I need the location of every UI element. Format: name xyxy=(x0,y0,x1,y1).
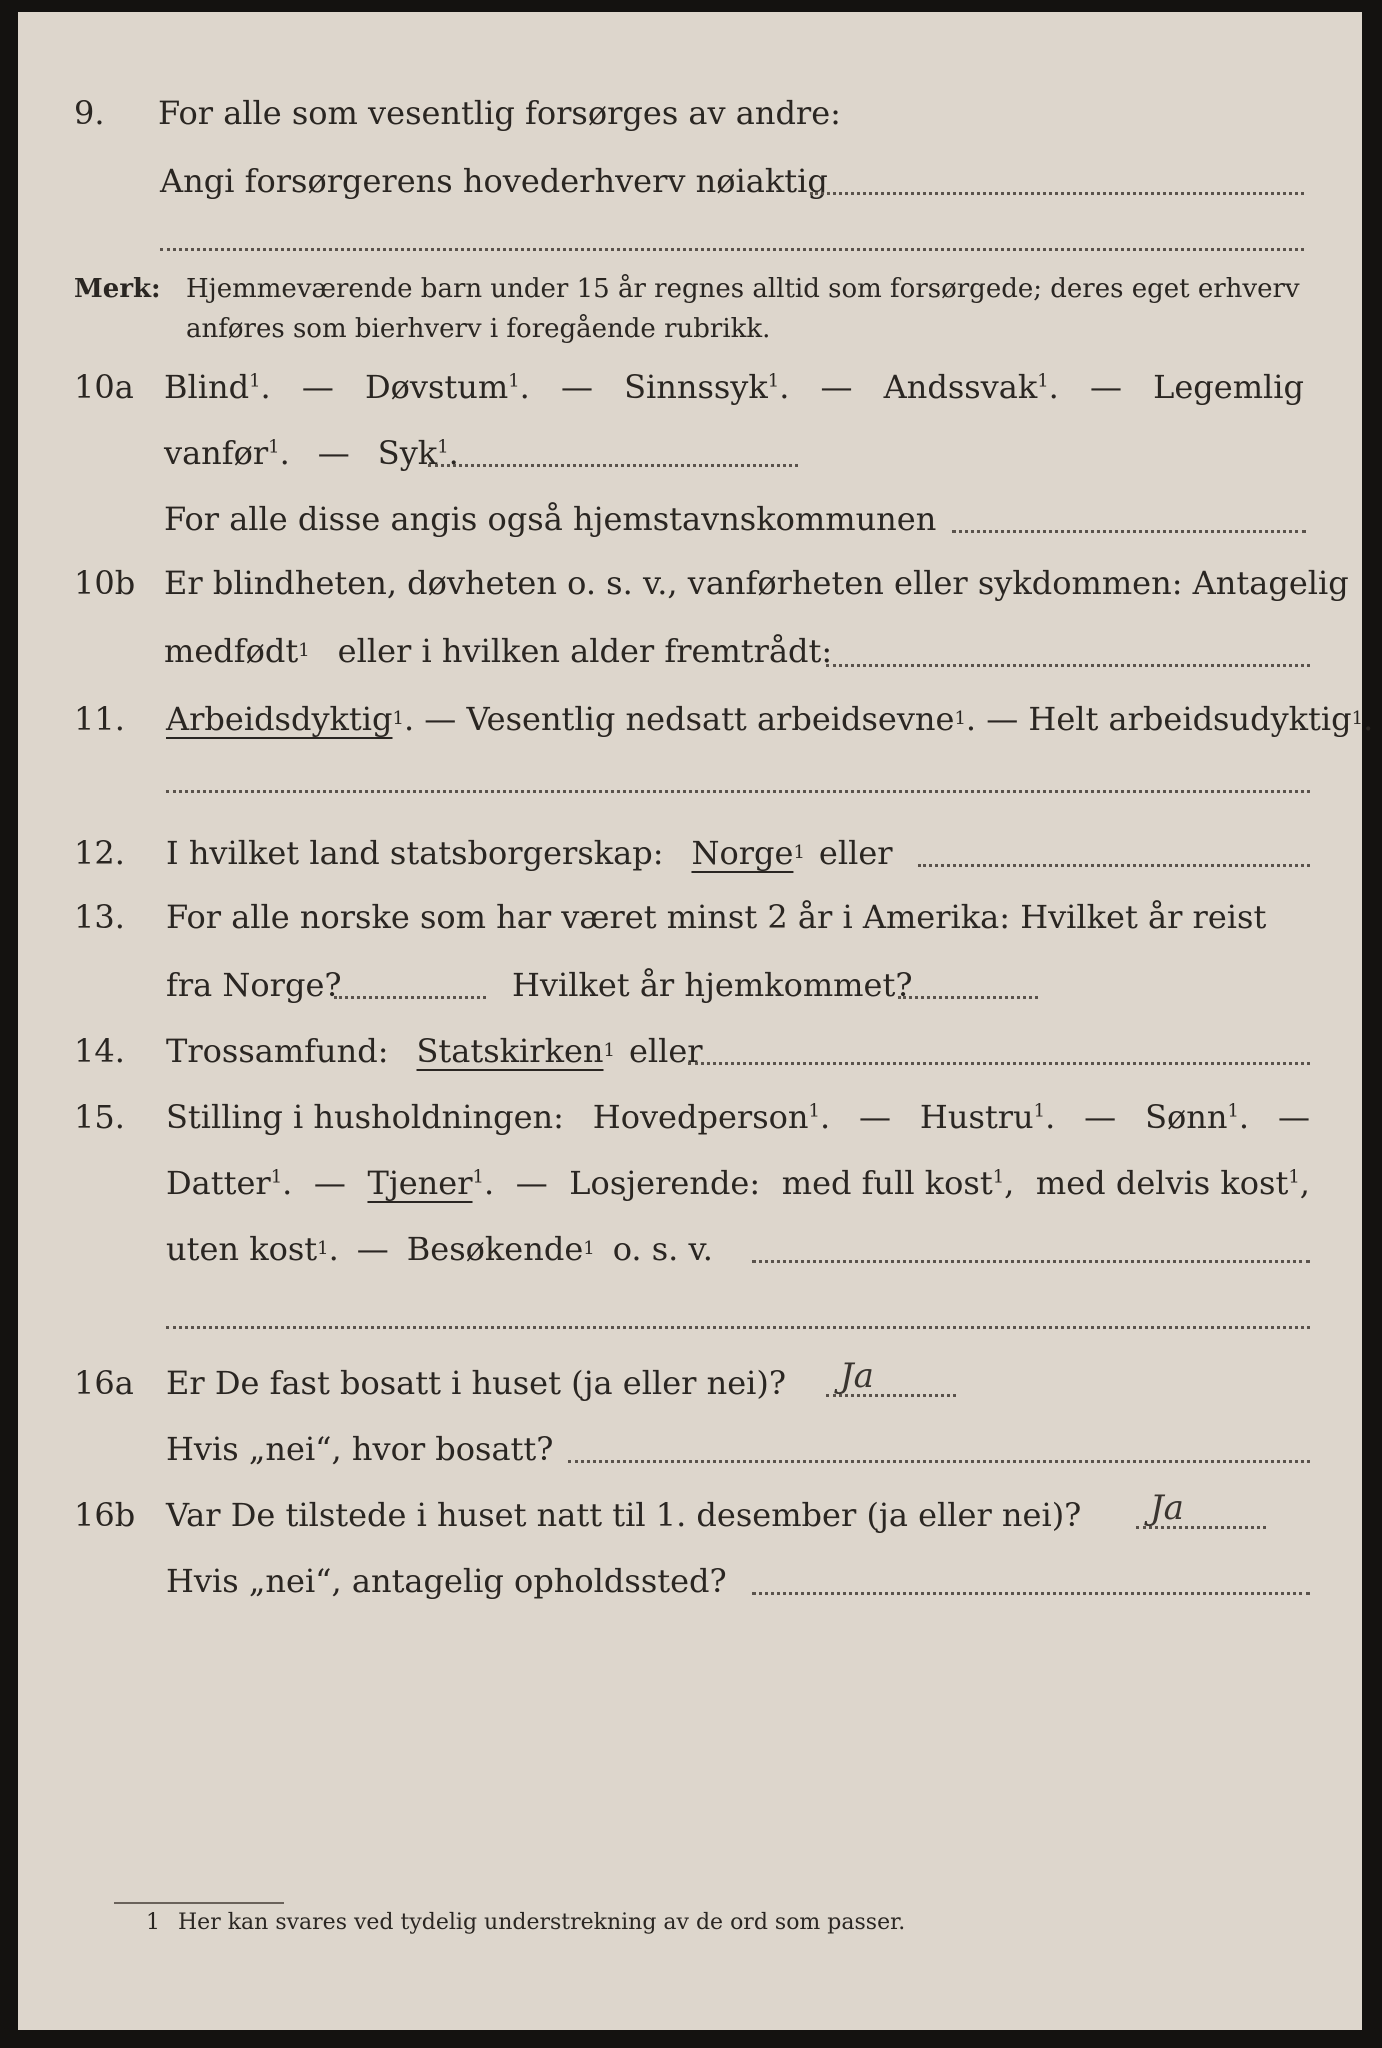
q15-line3: uten kost 1 . — Besøkende 1 o. s. v. xyxy=(166,1230,713,1268)
merk-line1: Hjemmeværende barn under 15 år regnes alltid som forsørgede; deres eget erhverv xyxy=(186,274,1300,304)
merk-line2: anføres som bierhverv i foregående rubrikk. xyxy=(186,314,771,344)
q14-answer-line[interactable] xyxy=(688,1062,1310,1065)
option-sinnssyk: Sinnssyk$^1$. xyxy=(624,368,790,406)
q11-line: Arbeidsdyktig 1 . — Vesentlig nedsatt arbeidsevne 1 . — Helt arbeidsudyktig 1 . xyxy=(166,700,1374,738)
q16a-line1: Er De fast bosatt i huset (ja eller nei)? xyxy=(166,1364,787,1402)
q10a-line3: For alle disse angis også hjemstavnskommunen xyxy=(164,500,937,538)
option-vanfor: vanfør$^1$. xyxy=(164,434,290,472)
q9-answer-line-2[interactable] xyxy=(160,248,1304,251)
q10b-answer-line[interactable] xyxy=(826,664,1310,667)
q10a-line2: vanfør$^1$. — Syk$^1$. xyxy=(164,434,459,472)
q15-line1: Stilling i husholdningen: Hovedperson$^1$. — Hustru$^1$. — Sønn$^1$. — xyxy=(166,1098,1310,1136)
option-norge-underlined: Norge xyxy=(691,834,794,872)
q13-number: 13. xyxy=(74,898,125,936)
q11-answer-line[interactable] xyxy=(166,790,1310,793)
q13-line2a: fra Norge? xyxy=(166,966,342,1004)
separator: — xyxy=(820,368,853,406)
q16a-handwritten-answer: Ja xyxy=(840,1356,874,1396)
q12-line: I hvilket land statsborgerskap: Norge 1 eller xyxy=(166,834,893,872)
q10a-line1 xyxy=(164,368,1304,406)
option-dovstum: Døvstum$^1$. xyxy=(364,368,530,406)
q16a-line2: Hvis „nei“, hvor bosatt? xyxy=(166,1430,554,1468)
q10b-number: 10b xyxy=(74,564,136,602)
q14-number: 14. xyxy=(74,1032,125,1070)
q9-line2: Angi forsørgerens hovederhverv nøiaktig xyxy=(160,162,828,200)
footnote-rule xyxy=(114,1902,284,1904)
footnote: 1 Her kan svares ved tydelig understrekning av de ord som passer. xyxy=(146,1910,906,1935)
q16a-bosatt-line[interactable] xyxy=(568,1460,1310,1463)
q15-line2: Datter$^1$. — Tjener$^1$. — Losjerende: med full kost$^1$, med delvis kost$^1$, xyxy=(166,1164,1310,1202)
q13-line1: For alle norske som har været minst 2 år i Amerika: Hvilket år reist xyxy=(166,898,1267,936)
q10b-line1: Er blindheten, døvheten o. s. v., vanførheten eller sykdommen: Antagelig xyxy=(164,564,1349,602)
q10a-number: 10a xyxy=(74,368,134,406)
q9-line1: For alle som vesentlig forsørges av andre: xyxy=(158,94,841,132)
option-tjener-underlined: Tjener xyxy=(367,1164,473,1202)
q9-answer-line[interactable] xyxy=(810,192,1304,195)
q16a-number: 16a xyxy=(74,1364,134,1402)
q12-answer-line[interactable] xyxy=(918,864,1310,867)
q16b-handwritten-answer: Ja xyxy=(1150,1488,1184,1528)
q16b-line1: Var De tilstede i huset natt til 1. desember (ja eller nei)? xyxy=(166,1496,1082,1534)
option-andssvak: Andssvak$^1$. xyxy=(883,368,1059,406)
q13-reist-line[interactable] xyxy=(334,996,486,999)
q16b-line2: Hvis „nei“, antagelig opholdssted? xyxy=(166,1562,727,1600)
q15-answer-line-2[interactable] xyxy=(166,1326,1310,1329)
q16b-number: 16b xyxy=(74,1496,136,1534)
q13-hjemkommet-line[interactable] xyxy=(898,996,1038,999)
census-form-page xyxy=(18,12,1374,2030)
option-arbeidsdyktig-underlined: Arbeidsdyktig xyxy=(166,700,393,738)
q10a-hjemstavn-line[interactable] xyxy=(952,530,1306,533)
q13-line2b: Hvilket år hjemkommet? xyxy=(512,966,913,1004)
separator: — xyxy=(1089,368,1122,406)
q10a-answer-line[interactable] xyxy=(428,464,798,467)
q14-line: Trossamfund: Statskirken 1 eller xyxy=(166,1032,703,1070)
merk-label: Merk: xyxy=(74,274,161,304)
separator: — xyxy=(301,368,334,406)
separator: — xyxy=(560,368,593,406)
q11-number: 11. xyxy=(74,700,125,738)
q9-number: 9. xyxy=(74,94,105,132)
q15-answer-line[interactable] xyxy=(752,1260,1310,1263)
q15-number: 15. xyxy=(74,1098,125,1136)
option-blind: Blind$^1$. xyxy=(164,368,271,406)
q16b-opholdssted-line[interactable] xyxy=(752,1592,1310,1595)
option-legemlig: Legemlig xyxy=(1153,368,1304,406)
q10b-line2: medfødt 1 eller i hvilken alder fremtrådt: xyxy=(164,632,833,670)
option-syk: Syk$^1$. xyxy=(377,434,459,472)
q12-number: 12. xyxy=(74,834,125,872)
option-statskirken-underlined: Statskirken xyxy=(416,1032,604,1070)
